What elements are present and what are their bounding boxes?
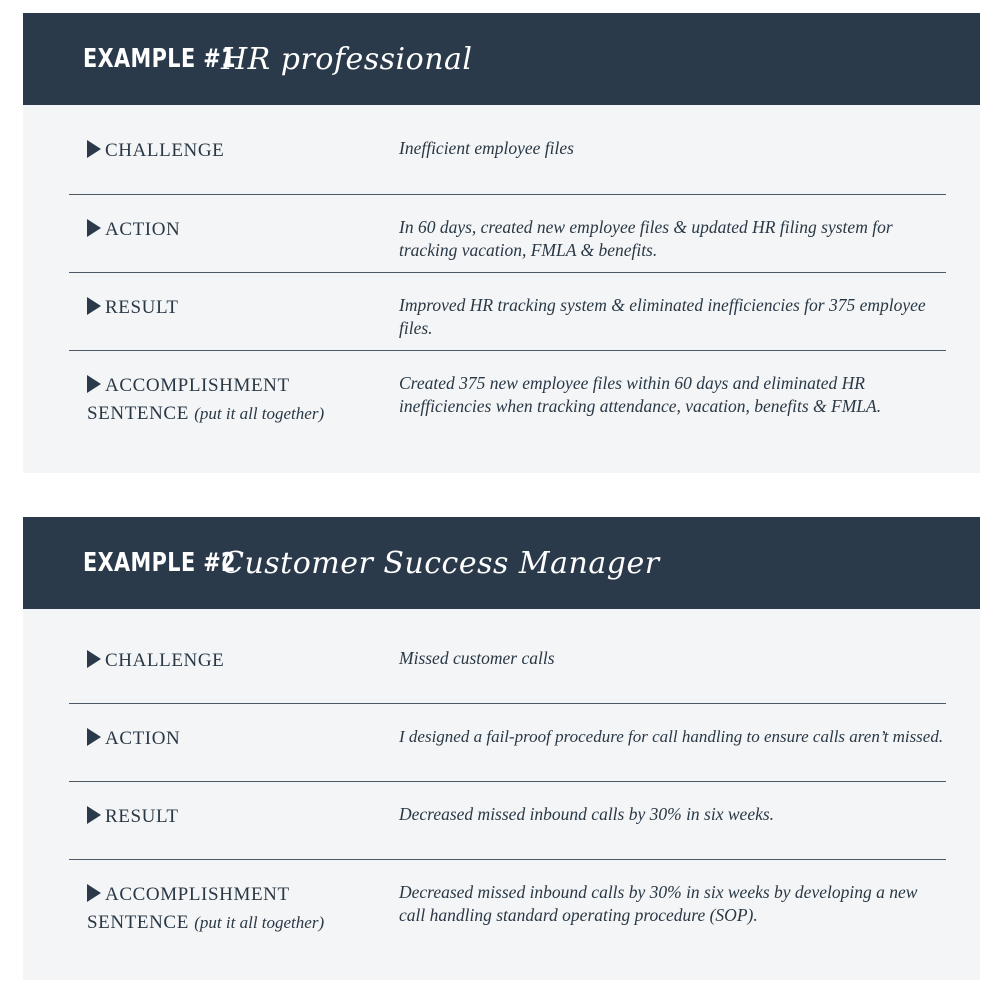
row-text: Created 375 new employee files within 60 days and eliminated HR inefficiencies when tracking attendance, vacation, benefits & FMLA. xyxy=(399,373,882,416)
row-challenge xyxy=(69,137,946,195)
play-arrow-icon xyxy=(87,297,101,315)
row-text: I designed a fail-proof procedure for call handling to ensure calls aren’t missed. xyxy=(399,727,944,746)
play-arrow-icon xyxy=(87,140,101,158)
row-label: RESULT xyxy=(105,806,179,827)
example-header xyxy=(23,517,980,609)
play-arrow-icon xyxy=(87,806,101,824)
row-label-line2: SENTENCE xyxy=(87,912,189,933)
row-result xyxy=(69,803,946,860)
example-number: EXAMPLE #2 xyxy=(83,548,236,578)
row-text: Inefficient employee files xyxy=(399,138,574,158)
example-header xyxy=(23,13,980,105)
row-label: CHALLENGE xyxy=(105,650,225,671)
play-arrow-icon xyxy=(87,728,101,746)
play-arrow-icon xyxy=(87,650,101,668)
row-text: Improved HR tracking system & eliminated inefficiencies for 375 employee files. xyxy=(399,295,926,338)
play-arrow-icon xyxy=(87,884,101,902)
row-label: ACTION xyxy=(105,728,181,749)
example-card-1 xyxy=(23,13,980,473)
row-action xyxy=(69,216,946,273)
row-action xyxy=(69,725,946,782)
row-label-note: (put it all together) xyxy=(194,913,325,932)
row-label-line2: SENTENCE xyxy=(87,403,189,424)
row-accomplishment xyxy=(69,372,946,432)
row-text: Decreased missed inbound calls by 30% in six weeks. xyxy=(399,804,775,824)
example-number: EXAMPLE #1 xyxy=(83,44,236,74)
row-label: ACCOMPLISHMENT xyxy=(105,375,290,396)
row-label-note: (put it all together) xyxy=(194,404,325,423)
row-text: Missed customer calls xyxy=(399,648,555,668)
row-label: ACTION xyxy=(105,219,181,240)
row-result xyxy=(69,294,946,351)
row-label: ACCOMPLISHMENT xyxy=(105,884,290,905)
row-text: In 60 days, created new employee files & updated HR filing system for tracking vacation, FMLA & benefits. xyxy=(399,217,893,260)
row-text: Decreased missed inbound calls by 30% in six weeks by developing a new call handling standard operating procedure (SOP). xyxy=(399,882,918,925)
row-accomplishment xyxy=(69,881,946,941)
play-arrow-icon xyxy=(87,375,101,393)
example-card-2 xyxy=(23,517,980,980)
play-arrow-icon xyxy=(87,219,101,237)
row-challenge xyxy=(69,647,946,704)
row-label: RESULT xyxy=(105,297,179,318)
row-label: CHALLENGE xyxy=(105,140,225,161)
example-role: HR professional xyxy=(221,41,473,77)
example-role: Customer Success Manager xyxy=(221,545,660,581)
